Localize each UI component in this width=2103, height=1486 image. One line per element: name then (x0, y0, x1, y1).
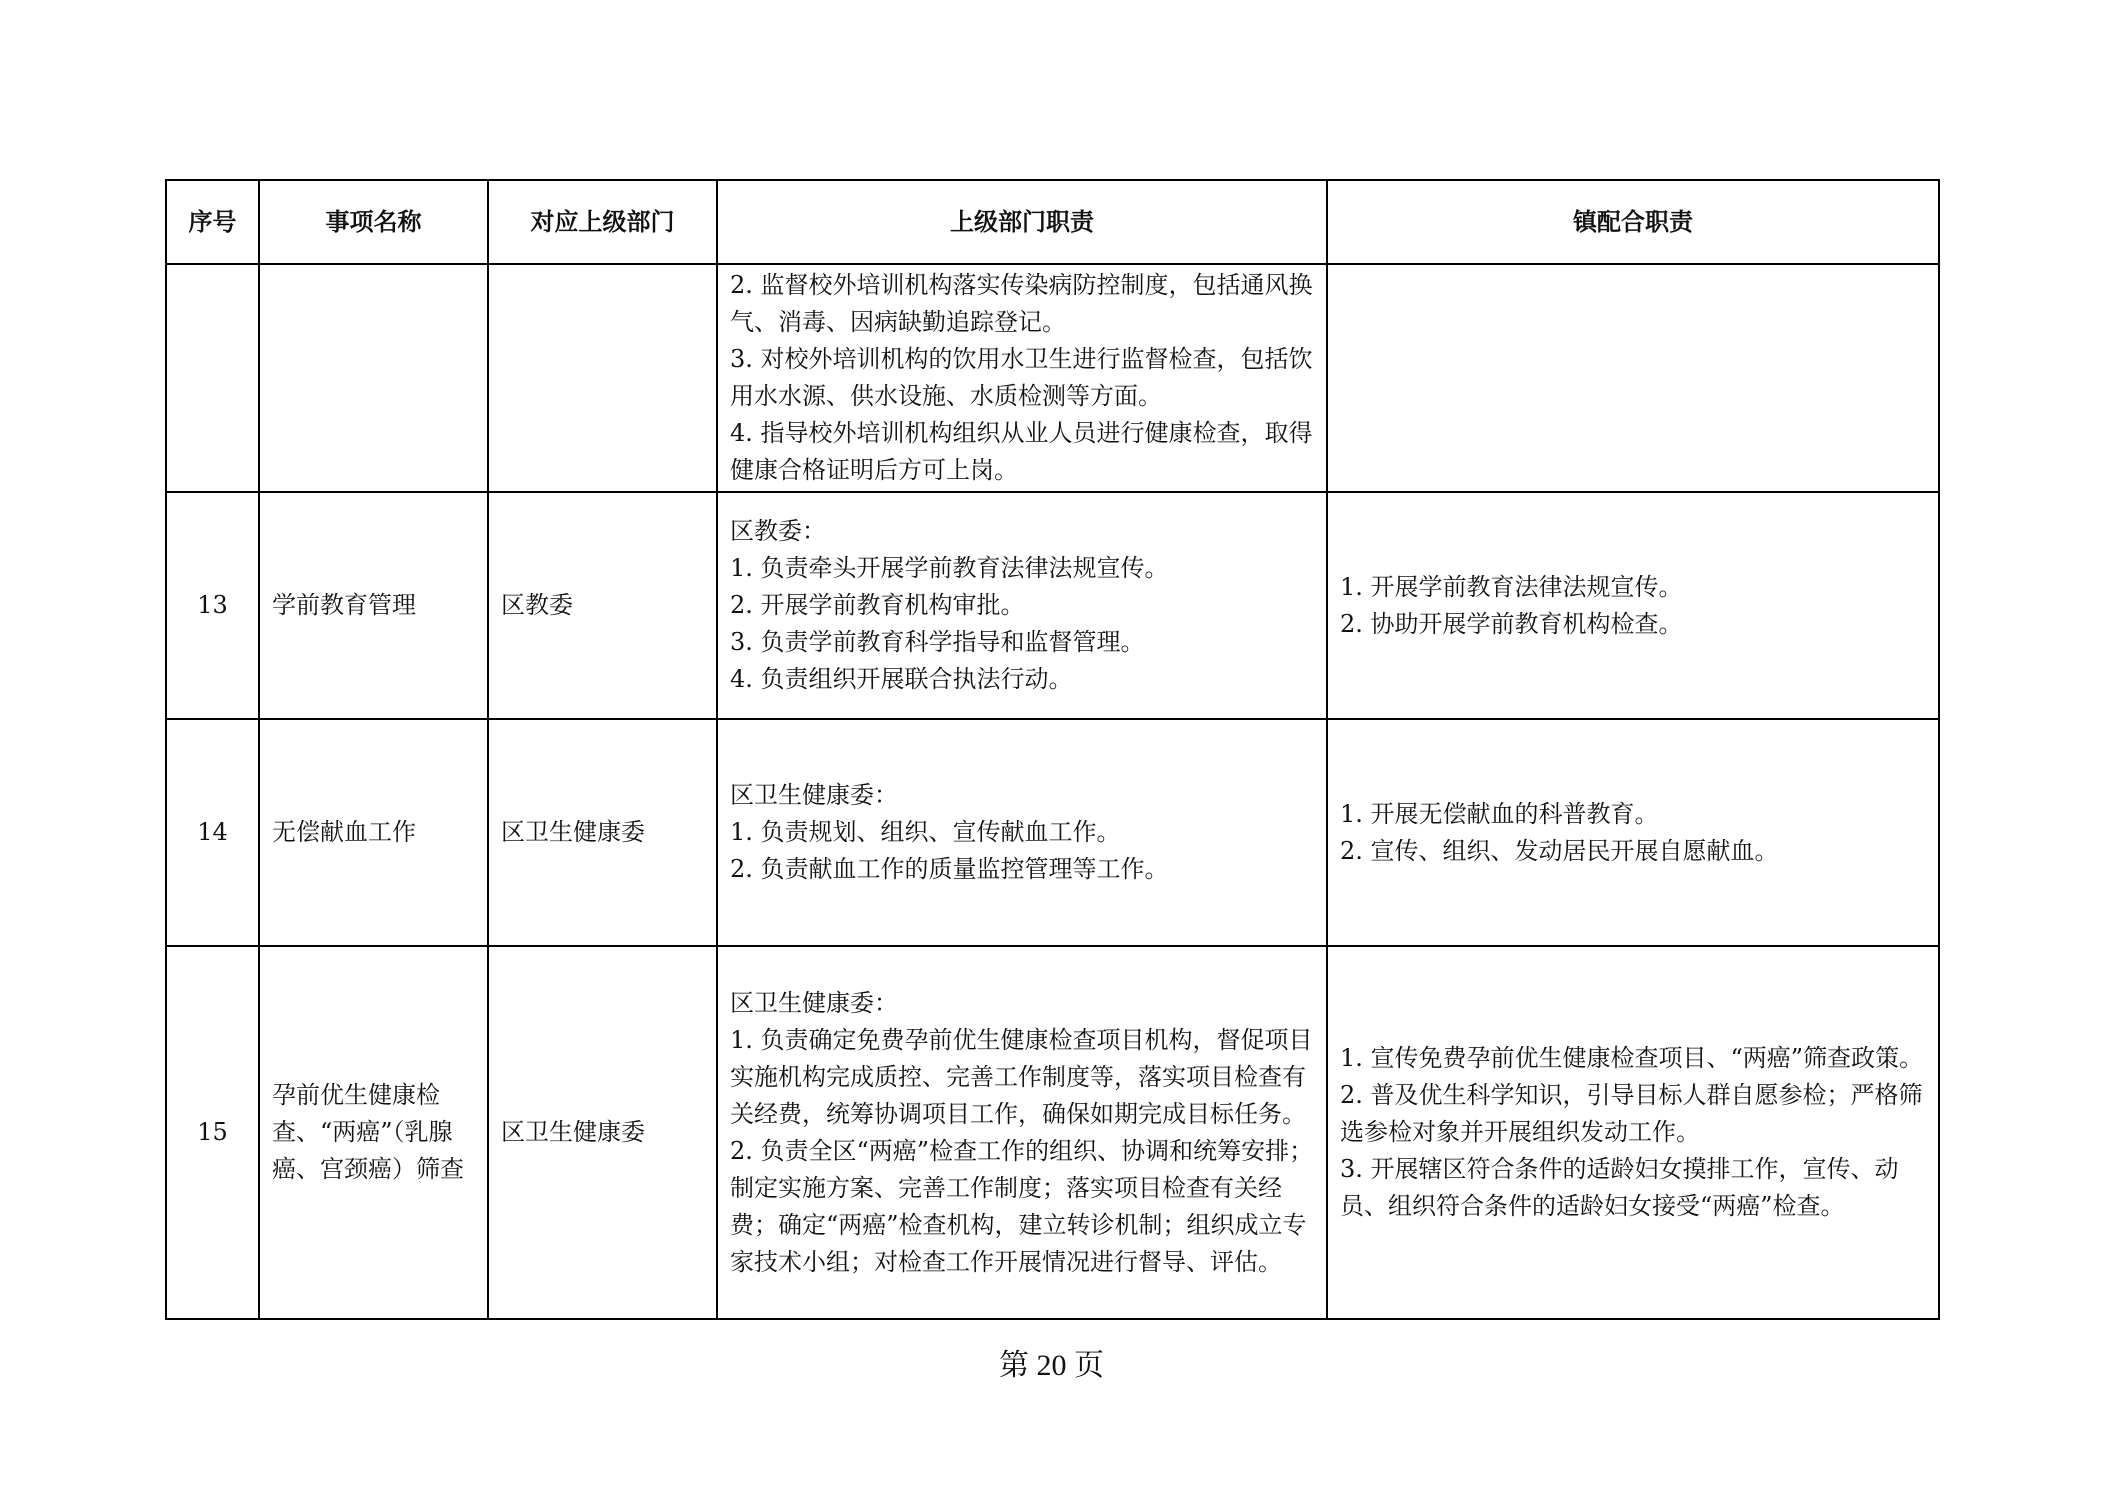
duty-line: 1. 负责规划、组织、宣传献血工作。 (730, 818, 1121, 846)
row-seq: 15 (166, 946, 259, 1319)
duty-line: 4. 负责组织开展联合执法行动。 (730, 665, 1073, 693)
duty-line: 区卫生健康委： (730, 781, 898, 809)
table-row (166, 719, 1939, 946)
row-department: 区卫生健康委 (488, 946, 717, 1319)
row-town-duties (1327, 719, 1939, 946)
duty-line: 2. 监督校外培训机构落实传染病防控制度，包括通风换气、消毒、因病缺勤追踪登记。 (730, 271, 1313, 336)
town-duty-line: 1. 开展学前教育法律法规宣传。 (1340, 572, 1683, 601)
row-department-duties (717, 492, 1327, 719)
row-department (488, 264, 717, 492)
row-department-duties (717, 946, 1327, 1319)
header-item-name: 事项名称 (259, 180, 488, 264)
duty-line: 区教委： (730, 517, 826, 545)
duty-line: 2. 负责献血工作的质量监控管理等工作。 (730, 855, 1169, 883)
row-town-duties (1327, 492, 1939, 719)
table-row (166, 946, 1939, 1319)
row-town-duties (1327, 264, 1939, 492)
duty-line: 2. 负责全区“两癌”检查工作的组织、协调和统筹安排；制定实施方案、完善工作制度；落实项目检查有关经费；确定“两癌”检查机构，建立转诊机制；组织成立专家技术小组；对检查工作开展情况进行督导、评估。 (730, 1136, 1314, 1276)
row-item-name: 孕前优生健康检查、“两癌”（乳腺癌、宫颈癌）筛查 (259, 946, 488, 1319)
row-department: 区卫生健康委 (488, 719, 717, 946)
table-row (166, 492, 1939, 719)
duty-line: 4. 指导校外培训机构组织从业人员进行健康检查，取得健康合格证明后方可上岗。 (730, 419, 1313, 484)
header-department-duties: 上级部门职责 (717, 180, 1327, 264)
duty-line: 区卫生健康委： (730, 988, 898, 1017)
town-duty-line: 3. 开展辖区符合条件的适龄妇女摸排工作，宣传、动员、组织符合条件的适龄妇女接受“两癌”检查。 (1340, 1155, 1899, 1220)
row-department-duties (717, 264, 1327, 492)
row-item-name (259, 264, 488, 492)
row-seq: 13 (166, 492, 259, 719)
row-department: 区教委 (488, 492, 717, 719)
header-seq: 序号 (166, 180, 259, 264)
page-number: 第 20 页 (999, 1349, 1104, 1382)
header-department: 对应上级部门 (488, 180, 717, 264)
duty-line: 3. 对校外培训机构的饮用水卫生进行监督检查，包括饮用水水源、供水设施、水质检测等方面。 (730, 345, 1313, 410)
table-row (166, 264, 1939, 492)
row-town-duties (1327, 946, 1939, 1319)
row-item-name: 无偿献血工作 (259, 719, 488, 946)
town-duty-line: 2. 协助开展学前教育机构检查。 (1340, 609, 1683, 638)
duties-table (165, 179, 1940, 1320)
table-header-row (166, 180, 1939, 264)
duty-line: 3. 负责学前教育科学指导和监督管理。 (730, 628, 1145, 656)
row-item-name: 学前教育管理 (259, 492, 488, 719)
town-duty-line: 1. 开展无偿献血的科普教育。 (1340, 799, 1659, 828)
town-duty-line: 1. 宣传免费孕前优生健康检查项目、“两癌”筛查政策。 (1340, 1044, 1924, 1072)
town-duty-line: 2. 宣传、组织、发动居民开展自愿献血。 (1340, 836, 1779, 865)
row-seq: 14 (166, 719, 259, 946)
row-department-duties (717, 719, 1327, 946)
header-town-duties: 镇配合职责 (1327, 180, 1939, 264)
duty-line: 1. 负责牵头开展学前教育法律法规宣传。 (730, 554, 1169, 582)
row-seq (166, 264, 259, 492)
duty-line: 2. 开展学前教育机构审批。 (730, 591, 1025, 619)
town-duty-line: 2. 普及优生科学知识，引导目标人群自愿参检；严格筛选参检对象并开展组织发动工作。 (1340, 1081, 1923, 1146)
duty-line: 1. 负责确定免费孕前优生健康检查项目机构，督促项目实施机构完成质控、完善工作制度等，落实项目检查有关经费，统筹协调项目工作，确保如期完成目标任务。 (730, 1025, 1313, 1128)
